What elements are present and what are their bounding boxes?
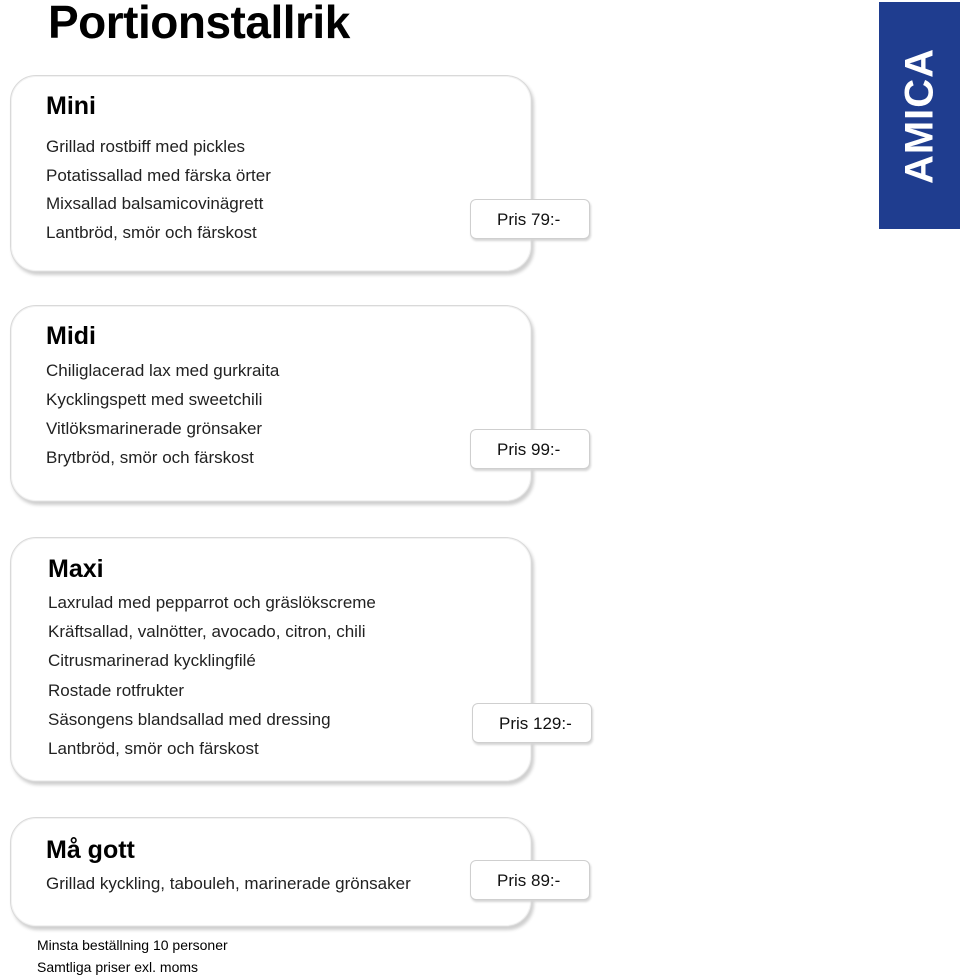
list-item: Kräftsallad, valnötter, avocado, citron, chili (48, 622, 366, 642)
item-list (46, 133, 271, 247)
menu-card-maxi (10, 537, 532, 782)
item-list (46, 872, 411, 896)
card-title: Mini (46, 92, 96, 120)
card-title: Må gott (46, 836, 135, 864)
card-title: Midi (46, 322, 96, 350)
footer-note: Samtliga priser exl. moms (37, 959, 199, 975)
logo-text: AMICA (897, 47, 941, 184)
list-item: Laxrulad med pepparrot och gräslökscreme (48, 593, 376, 612)
menu-card-midi (10, 305, 532, 502)
menu-card-ma-gott (10, 817, 532, 927)
page-title: Portionstallrik (48, 0, 350, 48)
list-item: Säsongens blandsallad med dressing (48, 709, 331, 729)
list-item: Vitlöksmarinerade grönsaker (46, 419, 263, 438)
list-item: Citrusmarinerad kycklingfilé (48, 651, 256, 671)
list-item: Brytbröd, smör och färskost (46, 448, 254, 467)
price-box: Pris 89:- (470, 860, 590, 900)
list-item: Rostade rotfrukter (48, 680, 185, 700)
item-list (46, 356, 279, 472)
price-box: Pris 79:- (470, 199, 590, 239)
list-item: Potatissallad med färska örter (46, 165, 271, 185)
amica-logo (879, 2, 960, 229)
price-box: Pris 99:- (470, 429, 590, 469)
list-item: Kycklingspett med sweetchili (46, 390, 263, 409)
list-item: Lantbröd, smör och färskost (46, 222, 257, 242)
item-list (48, 588, 376, 763)
menu-card-mini (10, 75, 532, 272)
list-item: Grillad rostbiff med pickles (46, 137, 246, 156)
price-box: Pris 129:- (472, 703, 592, 743)
list-item: Chiliglacerad lax med gurkraita (46, 361, 280, 380)
list-item: Mixsallad balsamicovinägrett (46, 194, 264, 213)
list-item: Grillad kyckling, tabouleh, marinerade grönsaker (46, 874, 411, 893)
list-item: Lantbröd, smör och färskost (48, 739, 259, 759)
footer-note: Minsta beställning 10 personer (37, 937, 228, 953)
card-title: Maxi (48, 555, 104, 583)
